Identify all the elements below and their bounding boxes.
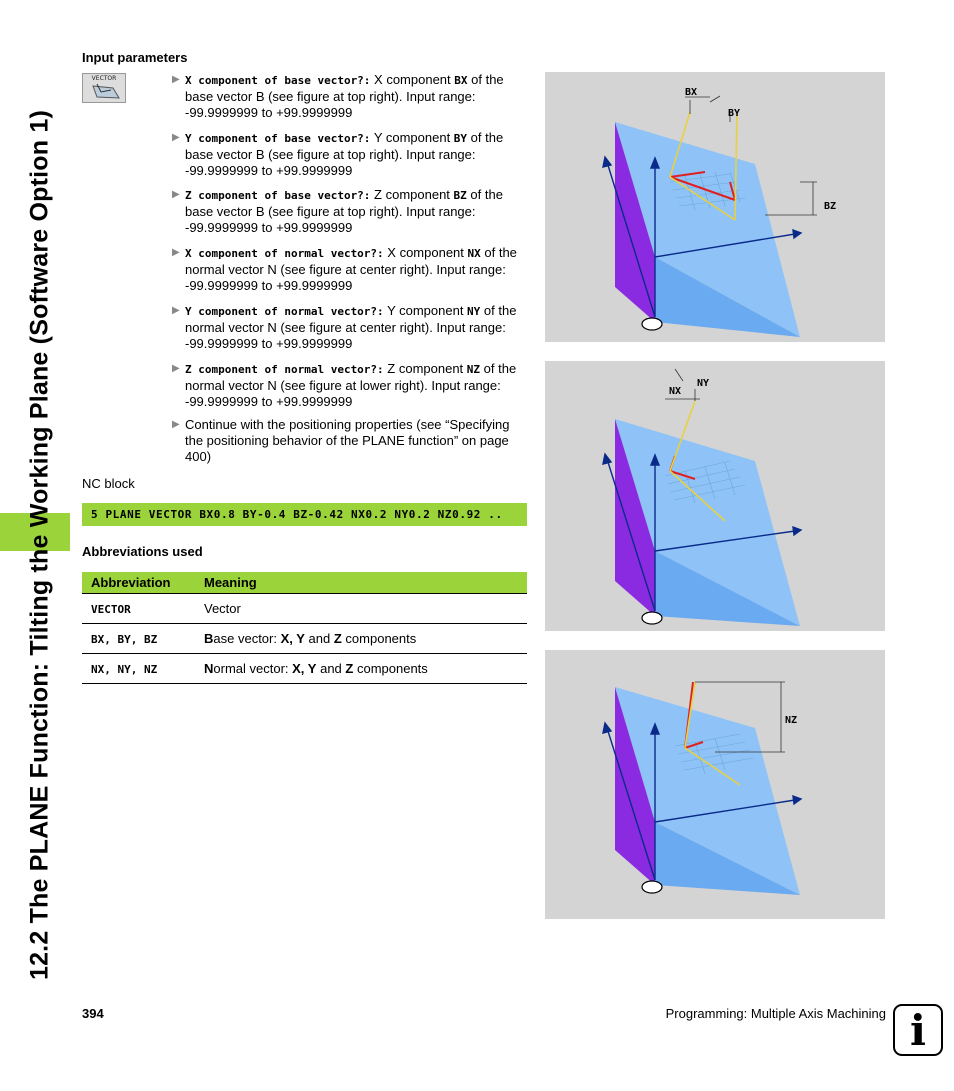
input-parameters-heading: Input parameters: [82, 50, 188, 65]
meaning-part: N: [204, 661, 214, 676]
table-row: [82, 654, 527, 684]
header-abbreviation: Abbreviation: [82, 572, 195, 594]
abbreviation-cell: NX, NY, NZ: [91, 663, 158, 676]
meaning-part: Vector: [204, 601, 241, 616]
vector-softkey-icon: [83, 82, 125, 102]
meaning-part: ormal vector:: [213, 661, 293, 676]
param-variable: NX: [467, 247, 481, 260]
meaning-part: and: [304, 631, 334, 646]
nc-block-code: 5 PLANE VECTOR BX0.8 BY-0.4 BZ-0.42 NX0.2 NY0.2 NZ0.92 ..: [91, 508, 503, 521]
param-pre: Y component: [383, 303, 468, 318]
param-pre: Y component: [370, 130, 454, 145]
meaning-part: and: [316, 661, 346, 676]
meaning-part: components: [353, 661, 428, 676]
param-pre: Z component: [370, 187, 454, 202]
nc-block-label: NC block: [82, 476, 135, 491]
table-row: [82, 624, 527, 654]
param-item: [172, 130, 524, 179]
meaning-part: X, Y: [280, 631, 305, 646]
param-dialog-code: X component of normal vector?:: [185, 247, 384, 260]
meaning-part: X, Y: [292, 661, 317, 676]
table-header-row: [82, 572, 527, 594]
figure-label-bx: BX: [685, 87, 698, 98]
continue-item: [172, 417, 524, 465]
param-text: [185, 303, 524, 352]
param-item: [172, 245, 524, 294]
figure-label-bz: BZ: [824, 201, 837, 212]
param-dialog-code: Z component of normal vector?:: [185, 363, 384, 376]
param-item: [172, 187, 524, 236]
softkey-label: VECTOR: [91, 75, 117, 82]
figure-label-nx: NX: [669, 386, 682, 397]
param-variable: NZ: [466, 363, 481, 376]
param-dialog-code: Y component of normal vector?:: [185, 305, 384, 318]
param-item: [172, 72, 524, 121]
figure-label-ny: NY: [697, 378, 710, 389]
param-post: of the normal vector N (see figure at lower right). Input range: -99.9999999 to +99.9999999: [185, 361, 517, 409]
header-meaning: Meaning: [195, 572, 527, 594]
param-post: of the base vector B (see figure at top right). Input range: -99.9999999 to +99.9999999: [185, 130, 504, 178]
param-dialog-code: X component of base vector?:: [185, 74, 371, 87]
param-pre: X component: [383, 245, 468, 260]
param-item: [172, 361, 524, 410]
param-text: [185, 187, 524, 236]
footer-chapter: Programming: Multiple Axis Machining: [665, 1006, 886, 1021]
param-post: of the base vector B (see figure at top right). Input range: -99.9999999 to +99.9999999: [185, 72, 504, 120]
param-variable: BX: [454, 74, 468, 87]
info-icon: i: [893, 1004, 943, 1056]
abbreviation-cell: VECTOR: [91, 603, 131, 616]
meaning-part: ase vector:: [213, 631, 281, 646]
meaning-part: Z: [333, 631, 342, 646]
param-text: [185, 245, 524, 294]
figure-label-by: BY: [728, 108, 741, 119]
param-text: [185, 130, 524, 179]
bullet-arrow-icon: ▶: [172, 132, 180, 143]
side-title-container: [0, 0, 80, 1000]
meaning-cell: [195, 594, 527, 624]
continue-text: Continue with the positioning properties (see “Specifying the positioning behavior of the PLANE function” on page 400): [185, 417, 510, 464]
side-title: 12.2 The PLANE Function: Tilting the Working Plane (Software Option 1): [25, 109, 54, 981]
meaning-part: Z: [345, 661, 354, 676]
abbreviation-cell: BX, BY, BZ: [91, 633, 158, 646]
nc-block-bar: [82, 503, 527, 526]
meaning-part: components: [341, 631, 417, 646]
param-dialog-code: Y component of base vector?:: [185, 132, 371, 145]
figure-normal-vector-z: [545, 650, 885, 919]
figure-base-vector: [545, 72, 885, 342]
meaning-cell: [195, 624, 527, 654]
param-variable: NY: [467, 305, 481, 318]
figure-normal-vector-xy: [545, 361, 885, 631]
bullet-arrow-icon: ▶: [172, 247, 180, 258]
page-number: 394: [82, 1006, 104, 1021]
param-pre: X component: [370, 72, 455, 87]
bullet-arrow-icon: ▶: [172, 74, 180, 85]
meaning-part: B: [204, 631, 214, 646]
param-post: of the normal vector N (see figure at center right). Input range: -99.9999999 to +99.9999999: [185, 245, 517, 293]
bullet-arrow-icon: ▶: [172, 419, 180, 430]
vector-softkey: [82, 73, 126, 103]
param-variable: BY: [453, 132, 468, 145]
bullet-arrow-icon: ▶: [172, 189, 180, 200]
meaning-cell: [195, 654, 527, 684]
table-row: [82, 594, 527, 624]
abbreviations-table: [82, 572, 527, 684]
abbreviations-heading: Abbreviations used: [82, 544, 203, 559]
bullet-arrow-icon: ▶: [172, 363, 180, 374]
param-pre: Z component: [383, 361, 467, 376]
bullet-arrow-icon: ▶: [172, 305, 180, 316]
param-variable: BZ: [453, 189, 467, 202]
param-text: [185, 361, 524, 410]
param-dialog-code: Z component of base vector?:: [185, 189, 371, 202]
param-post: of the base vector B (see figure at top right). Input range: -99.9999999 to +99.9999999: [185, 187, 503, 235]
figure-label-nz: NZ: [785, 715, 798, 726]
param-post: of the normal vector N (see figure at center right). Input range: -99.9999999 to +99.9999999: [185, 303, 517, 351]
param-item: [172, 303, 524, 352]
param-text: [185, 72, 524, 121]
